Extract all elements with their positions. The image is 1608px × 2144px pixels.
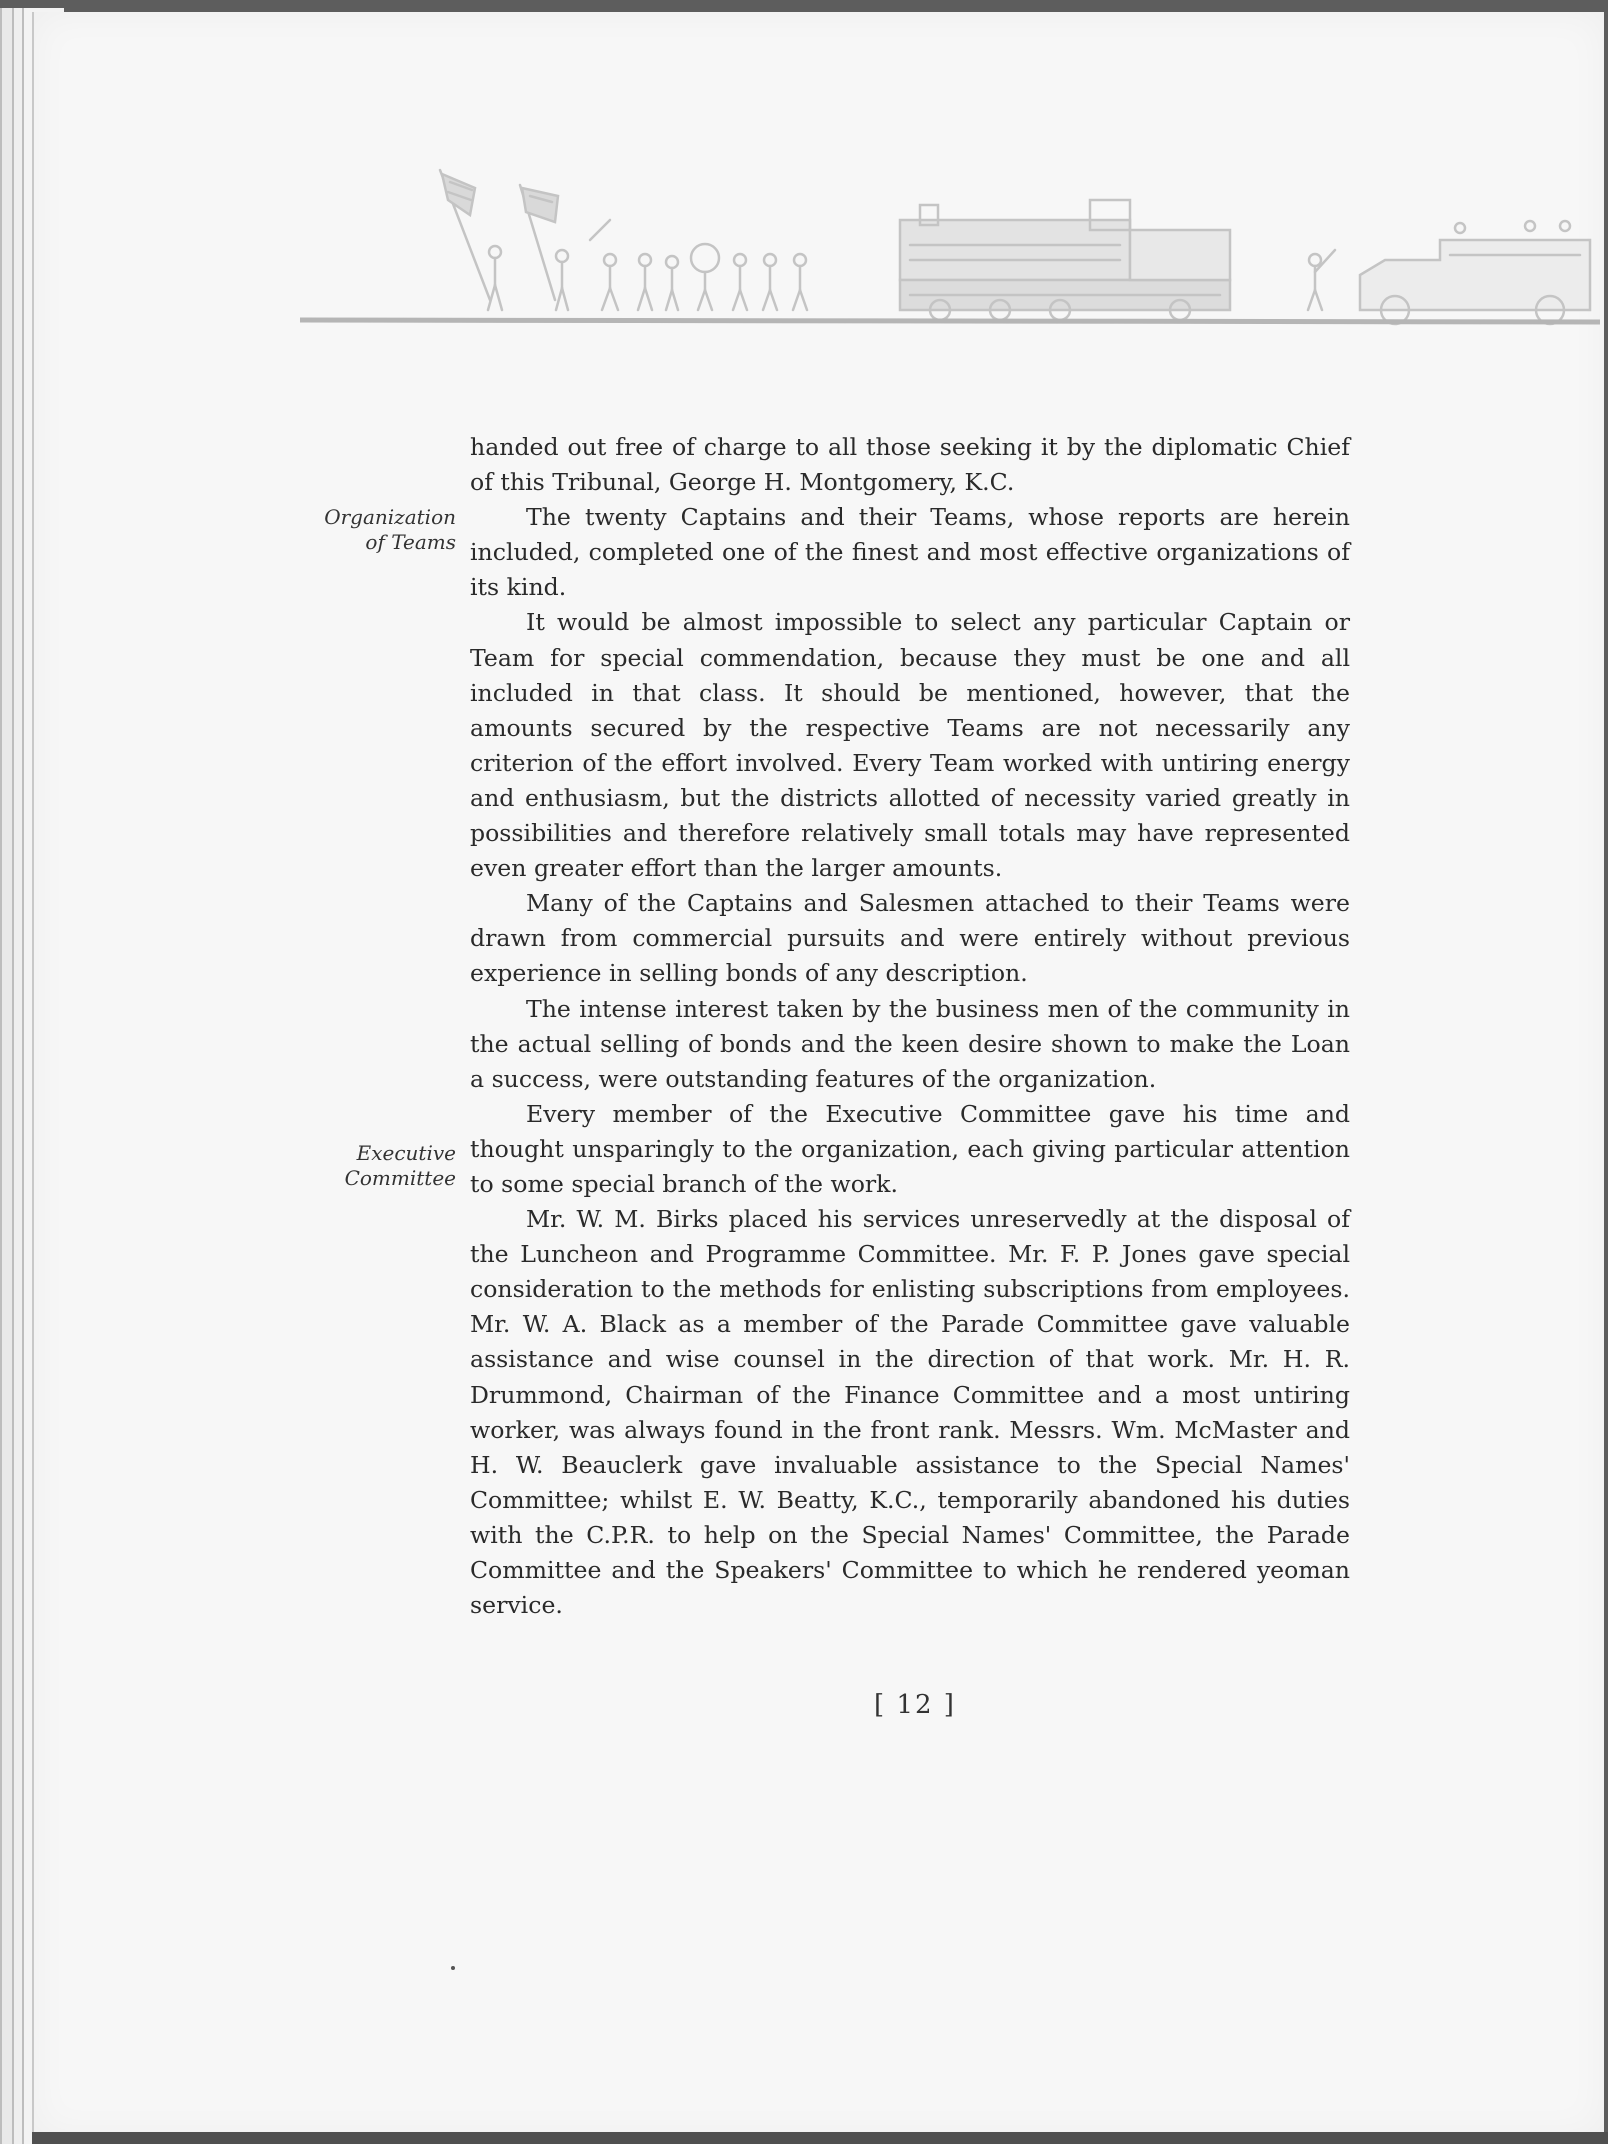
margin-note-line: Executive bbox=[356, 1141, 456, 1165]
page-number: [ 12 ] bbox=[874, 1690, 956, 1720]
paragraph: Every member of the Executive Committee gave his time and thought unsparingly to the organization, each giving particular attention to some special branch of the work. bbox=[470, 1099, 1350, 1198]
scan-speck bbox=[451, 1966, 455, 1970]
paragraph: The intense interest taken by the business men of the community in the actual selling of bonds and the keen desire shown to make the Loan a success, were outstanding features of the organization. bbox=[470, 994, 1350, 1093]
locomotive-float bbox=[900, 200, 1230, 320]
paragraph: It would be almost impossible to select any particular Captain or Team for special commendation, because they must be one and all included in that class. It should be mentioned, however, that the amounts secured by the respective Teams are not necessarily any criterion of the effort involved. Every Team worked with untiring energy and enthusiasm, but the districts allotted of necessity varied greatly in possibilities and therefore relatively small totals may have represented even greater effort than the larger amounts. bbox=[470, 608, 1350, 883]
margin-note-line: Committee bbox=[344, 1166, 456, 1190]
flag-bearer-figure bbox=[520, 185, 568, 310]
page-bottom-edge bbox=[32, 2132, 1608, 2144]
margin-note-executive-committee bbox=[296, 1141, 456, 1191]
parade-header-illustration bbox=[300, 160, 1600, 340]
margin-note-line: Organization bbox=[324, 505, 456, 529]
margin-note-line: of Teams bbox=[365, 530, 456, 554]
paragraph: The twenty Captains and their Teams, whose reports are herein included, completed one of the finest and most effective organizations of its kind. bbox=[470, 503, 1350, 602]
paragraph: Mr. W. M. Birks placed his services unreservedly at the disposal of the Luncheon and Programme Committee. Mr. F. P. Jones gave special consideration to the methods for enlisting subscriptions from employees. Mr. W. A. Black as a member of the Parade Committee gave valuable assistance and wise counsel in the direction of that work. Mr. H. R. Drummond, Chairman of the Finance Committee and a most untiring worker, was always found in the front rank. Messrs. Wm. McMaster and H. W. Beauclerk gave invaluable assistance to the Special Names' Committee; whilst E. W. Beatty, K.C., temporarily abandoned his duties with the C.P.R. to help on the Special Names' Committee, the Parade Committee and the Speakers' Committee to which he rendered yeoman service. bbox=[470, 1205, 1350, 1620]
paragraph: handed out free of charge to all those seeking it by the diplomatic Chief of this Tribunal, George H. Montgomery, K.C. bbox=[470, 433, 1350, 497]
truck-float bbox=[1360, 221, 1590, 324]
header-rule bbox=[300, 320, 1600, 322]
paragraph: Many of the Captains and Salesmen attached to their Teams were drawn from commercial pursuits and were entirely without previous experience in selling bonds of any description. bbox=[470, 889, 1350, 988]
walking-figure bbox=[1308, 250, 1335, 310]
marching-band-figures bbox=[590, 220, 807, 310]
flag-bearer-figure bbox=[440, 170, 502, 310]
body-text bbox=[470, 430, 1350, 1623]
margin-note-organization-of-teams bbox=[296, 505, 456, 555]
